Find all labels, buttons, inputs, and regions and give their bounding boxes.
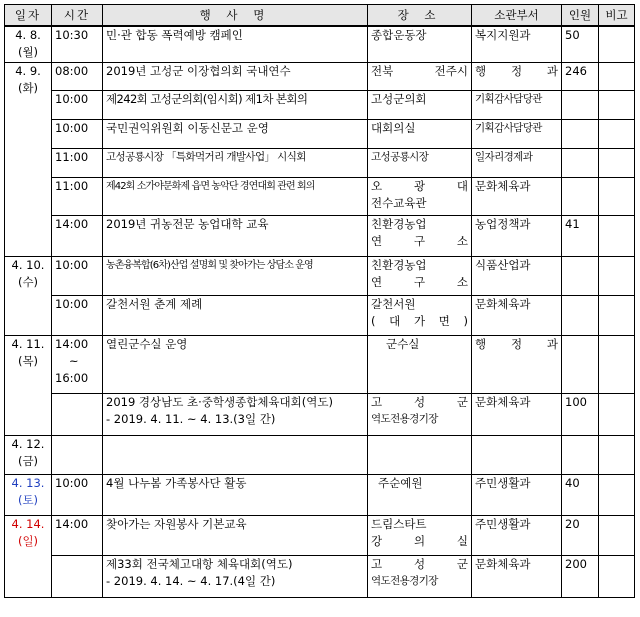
dept-cell: 문화체육과	[472, 177, 562, 215]
header-place: 장 소	[368, 5, 472, 27]
table-row	[5, 335, 635, 393]
place-line: ( 대 가 면 )	[371, 313, 468, 328]
place-line: 역도전용경기장	[371, 412, 438, 425]
time-cell	[52, 393, 103, 435]
weekday-text: (토)	[17, 492, 39, 507]
table-row	[5, 393, 635, 435]
note-cell	[599, 435, 635, 474]
time-cell: 10:30	[52, 26, 103, 62]
event-cell: 갈천서원 춘계 제례	[103, 295, 368, 335]
event-cell: 4월 나누봄 가족봉사단 활동	[103, 474, 368, 515]
note-cell	[599, 62, 635, 90]
table-row	[5, 148, 635, 177]
schedule-table	[4, 4, 635, 598]
table-row	[5, 26, 635, 62]
table-row	[5, 215, 635, 256]
place-cell	[368, 515, 472, 555]
dept-cell: 기획감사담당관	[472, 119, 562, 148]
weekday-text: (금)	[17, 453, 39, 468]
count-cell	[562, 119, 599, 148]
time-cell: 14:00	[52, 515, 103, 555]
event-cell: 국민권익위원회 이동신문고 운영	[103, 119, 368, 148]
count-cell	[562, 177, 599, 215]
weekday-text: (화)	[17, 80, 39, 95]
header-note: 비고	[599, 5, 635, 27]
place-line: 드림스타트	[371, 516, 427, 531]
place-cell: 고성군의회	[368, 90, 472, 119]
header-count: 인원	[562, 5, 599, 27]
date-cell	[5, 435, 52, 474]
count-cell	[562, 256, 599, 295]
note-cell	[599, 335, 635, 393]
time-cell	[52, 435, 103, 474]
date-text: 4. 12.	[11, 436, 45, 451]
note-cell	[599, 177, 635, 215]
place-line: 고 성 군	[371, 394, 468, 409]
dept-cell: 문화체육과	[472, 555, 562, 597]
table-row	[5, 256, 635, 295]
date-text: 4. 11.	[11, 336, 45, 351]
note-cell	[599, 26, 635, 62]
weekday-text: (수)	[17, 274, 39, 289]
dept-cell: 문화체육과	[472, 295, 562, 335]
date-cell	[5, 515, 52, 597]
count-cell	[562, 295, 599, 335]
note-cell	[599, 256, 635, 295]
event-cell: 찾아가는 자원봉사 기본교육	[103, 515, 368, 555]
event-cell	[103, 435, 368, 474]
weekday-text: (일)	[17, 533, 39, 548]
event-period: - 2019. 4. 11. ~ 4. 13.(3일 간)	[106, 411, 276, 426]
note-cell	[599, 555, 635, 597]
table-row	[5, 474, 635, 515]
count-cell: 246	[562, 62, 599, 90]
date-text: 4. 14.	[11, 516, 45, 531]
event-period: - 2019. 4. 14. ~ 4. 17.(4일 간)	[106, 573, 276, 588]
place-cell: 주순예원	[368, 474, 472, 515]
date-cell	[5, 26, 52, 62]
date-text: 4. 9.	[15, 63, 41, 78]
date-cell	[5, 474, 52, 515]
date-text: 4. 13.	[11, 475, 45, 490]
place-line: 오 광 대	[371, 178, 468, 193]
note-cell	[599, 148, 635, 177]
date-cell	[5, 335, 52, 435]
event-cell: 고성공룡시장 「특화먹거리 개발사업」 시식회	[103, 148, 368, 177]
note-cell	[599, 90, 635, 119]
dept-cell: 행 정 과	[472, 62, 562, 90]
place-cell	[368, 393, 472, 435]
event-cell: 민·관 합동 폭력예방 캠페인	[103, 26, 368, 62]
dept-cell	[472, 435, 562, 474]
count-cell	[562, 335, 599, 393]
event-cell: 제42회 소가야문화제 읍면 농악단 경연대회 관련 회의	[103, 177, 368, 215]
dept-cell: 주민생활과	[472, 474, 562, 515]
dept-cell: 주민생활과	[472, 515, 562, 555]
event-cell: 농촌융복합(6차)산업 설명회 및 찾아가는 상담소 운영	[103, 256, 368, 295]
table-row	[5, 515, 635, 555]
count-cell: 50	[562, 26, 599, 62]
place-line: 갈천서원	[371, 296, 416, 311]
weekday-text: (목)	[17, 353, 39, 368]
place-cell	[368, 435, 472, 474]
place-line: 강 의 실	[371, 533, 468, 548]
place-cell	[368, 555, 472, 597]
time-cell: 10:00	[52, 90, 103, 119]
time-cell: 10:00	[52, 119, 103, 148]
dept-cell: 농업정책과	[472, 215, 562, 256]
event-cell	[103, 393, 368, 435]
time-cell: 10:00	[52, 256, 103, 295]
count-cell: 100	[562, 393, 599, 435]
place-cell: 고성공룡시장	[368, 148, 472, 177]
event-cell: 2019년 고성군 이장협의회 국내연수	[103, 62, 368, 90]
count-cell	[562, 435, 599, 474]
note-cell	[599, 215, 635, 256]
place-line: 친환경농업	[371, 216, 427, 231]
event-cell: 2019년 귀농전문 농업대학 교육	[103, 215, 368, 256]
table-row	[5, 62, 635, 90]
time-cell	[52, 335, 103, 393]
count-cell: 20	[562, 515, 599, 555]
weekday-text: (월)	[17, 45, 39, 59]
event-line: 제33회 전국체고대항 체육대회(역도)	[106, 556, 293, 571]
table-row	[5, 119, 635, 148]
dept-cell: 문화체육과	[472, 393, 562, 435]
time-cell: 11:00	[52, 148, 103, 177]
header-date: 일자	[5, 5, 52, 27]
time-cell: 08:00	[52, 62, 103, 90]
note-cell	[599, 474, 635, 515]
time-separator: ~	[69, 353, 79, 368]
date-cell	[5, 256, 52, 335]
place-cell	[368, 295, 472, 335]
place-line: 전수교육관	[371, 195, 427, 210]
header-dept: 소관부서	[472, 5, 562, 27]
table-row	[5, 295, 635, 335]
dept-cell: 일자리경제과	[472, 148, 562, 177]
time-cell: 14:00	[52, 215, 103, 256]
time-cell	[52, 555, 103, 597]
dept-cell: 식품산업과	[472, 256, 562, 295]
place-cell: 군수실	[368, 335, 472, 393]
place-cell	[368, 177, 472, 215]
place-cell	[368, 215, 472, 256]
time-cell: 10:00	[52, 474, 103, 515]
dept-cell: 행 정 과	[472, 335, 562, 393]
place-line: 연 구 소	[371, 233, 468, 248]
note-cell	[599, 295, 635, 335]
note-cell	[599, 515, 635, 555]
date-text: 4. 10.	[11, 257, 45, 272]
time-cell: 11:00	[52, 177, 103, 215]
date-cell	[5, 62, 52, 256]
table-row	[5, 177, 635, 215]
header-row	[5, 5, 635, 27]
place-cell: 대회의실	[368, 119, 472, 148]
note-cell	[599, 119, 635, 148]
dept-cell: 기획감사담당관	[472, 90, 562, 119]
note-cell	[599, 393, 635, 435]
event-cell: 제242회 고성군의회(임시회) 제1차 본회의	[103, 90, 368, 119]
dept-cell: 복지지원과	[472, 26, 562, 62]
place-cell: 전북 전주시	[368, 62, 472, 90]
table-row	[5, 90, 635, 119]
time-cell: 10:00	[52, 295, 103, 335]
time-end: 16:00	[55, 370, 89, 385]
place-line: 역도전용경기장	[371, 574, 438, 587]
place-cell	[368, 256, 472, 295]
count-cell: 41	[562, 215, 599, 256]
time-start: 14:00	[55, 336, 89, 351]
event-line: 2019 경상남도 초·중학생종합체육대회(역도)	[106, 394, 333, 409]
table-row	[5, 435, 635, 474]
place-line: 친환경농업	[371, 257, 427, 272]
header-time: 시간	[52, 5, 103, 27]
table-row	[5, 555, 635, 597]
count-cell: 200	[562, 555, 599, 597]
count-cell: 40	[562, 474, 599, 515]
date-text: 4. 8.	[15, 28, 41, 42]
event-cell: 열린군수실 운영	[103, 335, 368, 393]
place-cell: 종합운동장	[368, 26, 472, 62]
header-event: 행 사 명	[103, 5, 368, 27]
count-cell	[562, 90, 599, 119]
event-cell	[103, 555, 368, 597]
place-line: 연 구 소	[371, 274, 468, 289]
place-line: 고 성 군	[371, 556, 468, 571]
count-cell	[562, 148, 599, 177]
